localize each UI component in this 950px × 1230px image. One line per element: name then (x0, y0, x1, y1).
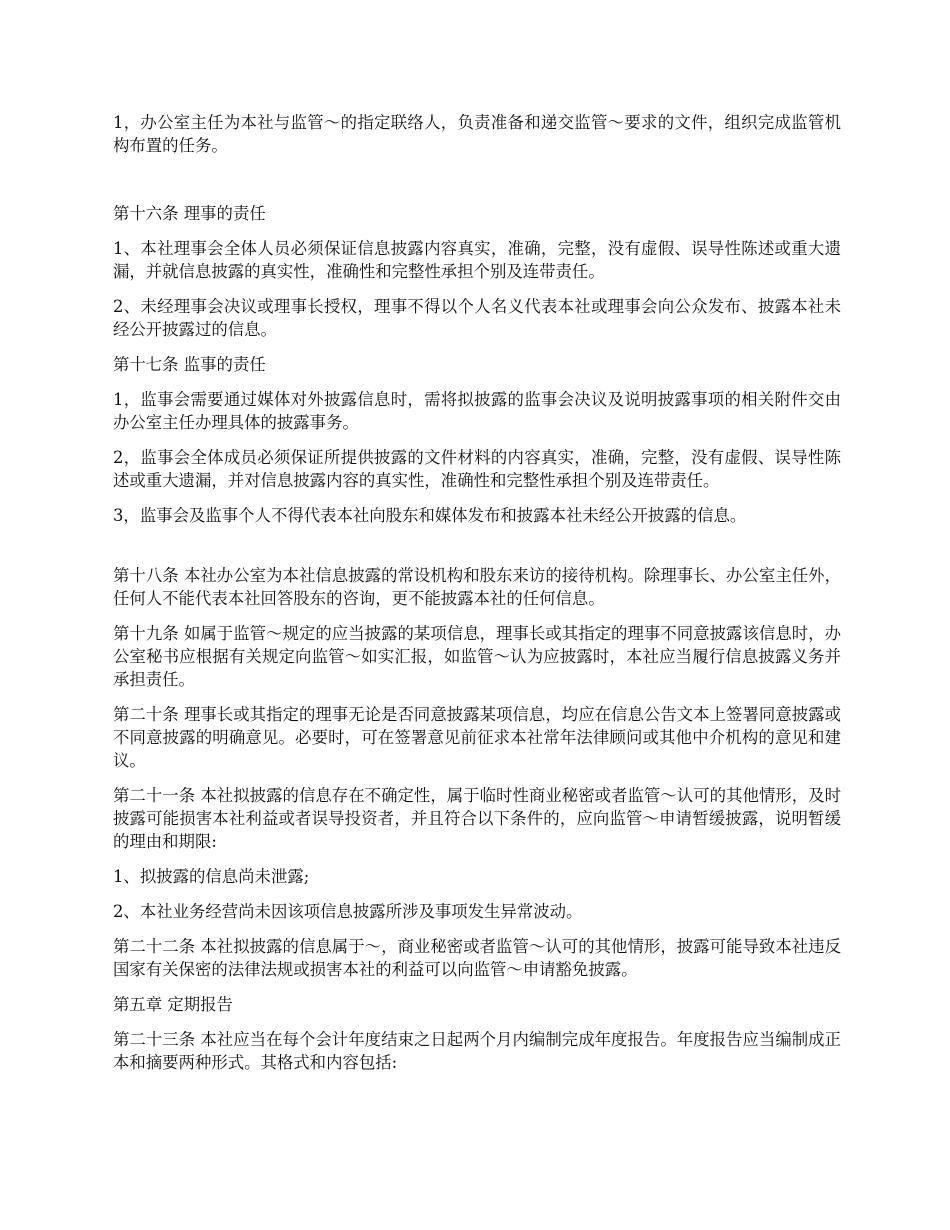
chapter-5-heading: 第五章 定期报告 (113, 995, 233, 1014)
article-21-condition-1: 1、拟披露的信息尚未泄露; (113, 867, 310, 886)
article-21-condition-2: 2、本社业务经营尚未因该项信息披露所涉及事项发生异常波动。 (113, 902, 583, 921)
article-20: 第二十条 理事长或其指定的理事无论是否同意披露某项信息，均应在信息公告文本上签署同意披露或不同意披露的明确意见。必要时，可在签署意见前征求本社常年法律顾问或其他中介机构的意见和建议。 (113, 705, 841, 770)
article-16-item-1: 1、本社理事会全体人员必须保证信息披露内容真实，准确，完整，没有虚假、误导性陈述或重大遗漏，并就信息披露的真实性，准确性和完整性承担个别及连带责任。 (113, 239, 841, 281)
spacer (113, 169, 841, 202)
paragraph-office-director: 1，办公室主任为本社与监管～的指定联络人，负责准备和递交监管～要求的文件，组织完成监管机构布置的任务。 (113, 113, 841, 155)
article-19: 第十九条 如属于监管～规定的应当披露的某项信息，理事长或其指定的理事不同意披露该信息时，办公室秘书应根据有关规定向监管～如实汇报，如监管～认为应披露时，本社应当履行信息披露义务并承担责任。 (113, 624, 841, 689)
article-23: 第二十三条 本社应当在每个会计年度结束之日起两个月内编制完成年度报告。年度报告应当编制成正本和摘要两种形式。其格式和内容包括: (113, 1030, 841, 1072)
article-17-item-2: 2，监事会全体成员必须保证所提供披露的文件材料的内容真实，准确，完整，没有虚假、误导性陈述或重大遗漏，并对信息披露内容的真实性，准确性和完整性承担个别及连带责任。 (113, 448, 841, 490)
article-16-heading: 第十六条 理事的责任 (113, 204, 266, 223)
article-22: 第二十二条 本社拟披露的信息属于～，商业秘密或者监管～认可的其他情形，披露可能导致本社违反国家有关保密的法律法规或损害本社的利益可以向监管～申请豁免披露。 (113, 937, 841, 979)
article-21: 第二十一条 本社拟披露的信息存在不确定性，属于临时性商业秘密或者监管～认可的其他情形，及时披露可能损害本社利益或者误导投资者，并且符合以下条件的，应向监管～申请暂缓披露，说明暂缓的理由和期限: (113, 786, 841, 851)
article-16-item-2: 2、未经理事会决议或理事长授权，理事不得以个人名义代表本社或理事会向公众发布、披露本社未经公开披露过的信息。 (113, 297, 841, 339)
article-17-heading: 第十七条 监事的责任 (113, 355, 266, 374)
article-17-item-3: 3，监事会及监事个人不得代表本社向股东和媒体发布和披露本社未经公开披露的信息。 (113, 506, 747, 525)
document-page (113, 111, 841, 1086)
spacer (113, 539, 841, 564)
article-18: 第十八条 本社办公室为本社信息披露的常设机构和股东来访的接待机构。除理事长、办公室主任外，任何人不能代表本社回答股东的咨询，更不能披露本社的任何信息。 (113, 566, 841, 608)
article-17-item-1: 1，监事会需要通过媒体对外披露信息时，需将拟披露的监事会决议及说明披露事项的相关附件交由办公室主任办理具体的披露事务。 (113, 390, 841, 432)
